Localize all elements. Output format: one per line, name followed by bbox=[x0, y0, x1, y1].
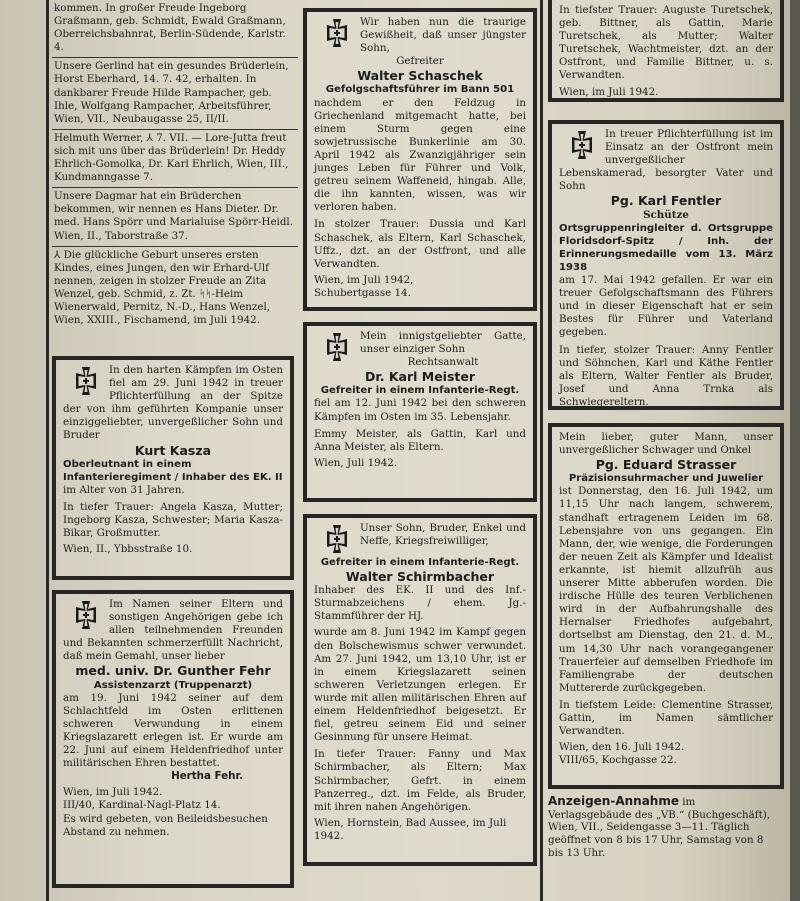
birth-notice: ⅄ Die glückliche Geburt unseres ersten Kindes, eines Jungen, den wir Erhard-Ulf nennen, zeigen in stolzer Freude an Zita Wenzel, geb. Schmid, z. Zt. ᛋᛋ-Heim Wienerwald, Pernitz, N.-D., Hans Wenzel, Wien, XXIII., Fischamend, im Juli 1942. bbox=[54, 248, 271, 327]
deceased-name: Kurt Kasza bbox=[134, 442, 212, 458]
deceased-name: Pg. Karl Fentler bbox=[610, 193, 722, 209]
obituary-intro: In treuer Pflichterfüllung ist im Einsatz an der Ostfront mein unvergeßlicher Lebenskamerad, besorgter Vater und Sohn bbox=[559, 128, 773, 193]
obituary-body: nachdem er den Feldzug in Griechenland mitgemacht hatte, bei einem Sturm gegen eine sowjetrussische Bunkerlinie am 30. April 1942 als Zwanzigjähriger sein junges Leben für Führer und Volk, getreu seinem Waffeneid, hingab. Alle, die ihn kannten, wissen, was wir verloren haben. bbox=[314, 96, 526, 214]
obituary-place: Wien, den 16. Juli 1942. bbox=[559, 741, 685, 754]
obituary-fentler bbox=[548, 120, 784, 410]
obituary-body: fiel am 12. Juni 1942 bei den schweren Kämpfen im Osten im 35. Lebensjahr. bbox=[314, 397, 526, 423]
birth-notice: Unsere Dagmar hat ein Brüderchen bekommen, wir nennen es Hans Dieter. Dr. med. Hans Spörr und Marialuise Spörr-Heidl. Wien, II., Taborstraße 37. bbox=[52, 188, 298, 246]
deceased-rank: Schütze bbox=[643, 208, 689, 221]
obituary-intro: Wir haben nun die traurige Gewißheit, daß unser jüngster Sohn, bbox=[360, 16, 526, 55]
obituary-kasza bbox=[52, 356, 294, 580]
mourners: Emmy Meister, als Gattin, Karl und Anna Meister, als Eltern. bbox=[314, 427, 526, 453]
obituary-schirmbacher bbox=[303, 514, 537, 866]
iron-cross-icon bbox=[322, 332, 352, 362]
deceased-name: Walter Schaschek bbox=[357, 68, 483, 84]
iron-cross-icon bbox=[322, 18, 352, 48]
birth-notice: Unsere Gerlind hat ein gesundes Brüderlein, Horst Eberhard, 14. 7. 42, erhalten. In dankbarer Freude Hilde Rampacher, geb. Ihle, Wolfgang Rampacher, Arbeitsführer, Wien, VII., Neubaugasse 25, II/II. bbox=[52, 58, 298, 129]
mourners: In tiefstem Leide: Clementine Strasser, Gattin, im Namen sämtlicher Verwandten. bbox=[559, 698, 773, 738]
iron-cross-icon bbox=[71, 600, 101, 630]
obituary-meister bbox=[303, 322, 537, 502]
obituary-fehr bbox=[52, 590, 294, 888]
obituary-address: III/40, Kardinal-Nagl-Platz 14. bbox=[63, 799, 221, 812]
obituary-place: Wien, Juli 1942. bbox=[314, 456, 398, 469]
obituary-address: Schubertgasse 14. bbox=[314, 286, 411, 299]
mourners: In stolzer Trauer: Dussia und Karl Schaschek, als Eltern, Karl Schaschek, Uffz., dzt. an der Ostfront, und alle Verwandten. bbox=[314, 218, 526, 270]
column-rule-middle bbox=[540, 0, 543, 901]
mourners: In tiefer, stolzer Trauer: Anny Fentler und Söhnchen, Karl und Käthe Fentler als Eltern, Walter Fentler als Bruder, Josef und Anna Trnka als Schwiegereltern. bbox=[559, 343, 773, 408]
deceased-title: Ortsgruppenringleiter d. Ortsgruppe Floridsdorf-Spitz / Inh. der Erinnerungsmedaille vom 13. März 1938 bbox=[559, 222, 773, 273]
obituary-body: Inhaber des EK. II und des Inf.-Sturmabzeichens / ehem. Jg.-Stammführer der HJ. bbox=[314, 584, 526, 623]
signature: Hertha Fehr. bbox=[171, 770, 243, 783]
obituary-place: Wien, II., Ybbsstraße 10. bbox=[63, 543, 193, 556]
birth-notice: Helmuth Werner, ⅄ 7. VII. — Lore-Jutta freut sich mit uns über das Brüderlein! Dr. Heddy Ehrlich-Gomolka, Dr. Karl Ehrlich, Wien, III., Kundmanngasse 7. bbox=[52, 130, 298, 188]
iron-cross-icon bbox=[322, 524, 352, 554]
obituary-intro: Im Namen seiner Eltern und sonstigen Angehörigen gebe ich allen teilnehmenden Freunden und Bekannten schmerzerfüllt Nachricht, daß mein Gemahl, unser lieber bbox=[63, 598, 283, 663]
iron-cross-icon bbox=[567, 130, 597, 160]
birth-announcements bbox=[52, 0, 298, 330]
obituary-body: am 17. Mai 1942 gefallen. Er war ein treuer Gefolgschaftsmann des Führers und in dieser Eigenschaft hat er sein Bestes für Führer und Vaterland gegeben. bbox=[559, 274, 773, 339]
birth-notice: kommen. In großer Freude Ingeborg Graßmann, geb. Schmidt, Ewald Graßmann, Oberreichsbahnrat, Berlin-Südende, Karlstr. 4. bbox=[52, 0, 298, 58]
obituary-body: wurde am 8. Juni 1942 im Kampf gegen den Bolschewismus schwer verwundet. Am 27. Juni 1942, um 13,10 Uhr, ist er in einem Kriegslazarett seinen schweren Verletzungen erlegen. Er wurde mit allen militärischen Ehren auf einem Heldenfriedhof beigesetzt. Er fiel, getreu seinem Eid und seiner Gesinnung für unsere Heimat. bbox=[314, 626, 526, 744]
obituary-intro: Mein lieber, guter Mann, unser unvergeßlicher Schwager und Onkel bbox=[559, 431, 773, 457]
obituary-schaschek bbox=[303, 8, 537, 311]
obituary-turetschek bbox=[548, 0, 784, 102]
obituary-note: Es wird gebeten, von Beileidsbesuchen Abstand zu nehmen. bbox=[63, 812, 268, 838]
notice-text: im Verlagsgebäude des „VB.“ (Buchgeschäft), Wien, VII., Seidengasse 3—11. Täglich geöffnet von 8 bis 17 Uhr, Samstag von 8 bis 13 Uhr. bbox=[548, 796, 771, 859]
obituary-place: Wien, im Juli 1942, bbox=[314, 273, 414, 286]
deceased-name: Pg. Eduard Strasser bbox=[595, 457, 737, 473]
obituary-place: Wien, im Juli 1942. bbox=[559, 85, 659, 98]
obituary-place: Wien, Hornstein, Bad Aussee, im Juli 1942. bbox=[314, 816, 507, 842]
deceased-title: Gefreiter in einem Infanterie-Regt. bbox=[320, 557, 520, 568]
obituary-address: VIII/65, Kochgasse 22. bbox=[559, 754, 677, 767]
deceased-name: Dr. Karl Meister bbox=[364, 369, 476, 385]
obituary-strasser bbox=[548, 423, 784, 789]
obituary-intro: Mein innigstgeliebter Gatte, unser einziger Sohn bbox=[360, 330, 526, 356]
deceased-title: Oberleutnant in einem Infanterieregiment / Inhaber des EK. II bbox=[63, 458, 283, 483]
notice-heading: Anzeigen-Annahme bbox=[548, 794, 679, 808]
deceased-title: Gefolgschaftsführer im Bann 501 bbox=[325, 84, 515, 96]
obituary-body: am 19. Juni 1942 seiner auf dem Schlachtfeld im Osten erlittenen schweren Verwundung in einem Kriegslazarett erlegen ist. Er wurde am 22. Juni auf einem Heldenfriedhof unter militärischen Ehren bestattet. bbox=[63, 691, 283, 770]
deceased-rank: Gefreiter bbox=[396, 55, 444, 68]
obituary-body: im Alter von 31 Jahren. bbox=[63, 483, 185, 496]
obituary-intro: Unser Sohn, Bruder, Enkel und Neffe, Kriegsfreiwilliger, bbox=[360, 522, 526, 548]
page-edge bbox=[790, 0, 800, 901]
obituary-intro: In den harten Kämpfen im Osten fiel am 29. Juni 1942 in treuer Pflichterfüllung an der Spitze der von ihm geführten Kompanie unser einziggeliebter, unvergeßlicher Sohn und Bruder bbox=[63, 364, 283, 442]
deceased-title: Präzisionsuhrmacher und Juwelier bbox=[568, 473, 764, 485]
column-rule-left bbox=[46, 0, 49, 901]
deceased-title: Gefreiter in einem Infanterie-Regt. bbox=[320, 385, 520, 397]
deceased-title: Assistenzarzt (Truppenarzt) bbox=[93, 679, 253, 691]
mourners: In tiefer Trauer: Fanny und Max Schirmbacher, als Eltern; Max Schirmbacher, Gefrt. in einem Panzerreg., dzt. im Felde, als Bruder, mit ihren nahen Angehörigen. bbox=[314, 748, 526, 813]
mourners: In tiefer Trauer: Angela Kasza, Mutter; Ingeborg Kasza, Schwester; Maria Kasza-Bikar, Großmutter. bbox=[63, 500, 283, 540]
obituary-body: ist Donnerstag, den 16. Juli 1942, um 11,15 Uhr nach langem, schwerem, standhaft ertragenem Leiden im 68. Lebensjahre von uns gegangen. Ein Mann, der, wie wenige, die Forderungen der neuen Zeit als Kämpfer und Idealist erkannte, ist hiemit allzufrüh aus unserer Mitte abberufen worden. Die irdische Hülle des teuren Verblichenen wird in der Aufbahrungshalle des Hernalser Friedhofes aufgebahrt, dortselbst am Dienstag, den 21. d. M., um 14,30 Uhr nach vorangegangener Trauerfeier auf demselben Friedhofe im Familiengrabe der deutschen Muttererde zurückgegeben. bbox=[559, 485, 773, 694]
deceased-rank: Rechtsanwalt bbox=[407, 356, 479, 369]
ad-acceptance-notice bbox=[548, 795, 780, 860]
deceased-name: Walter Schirmbacher bbox=[345, 569, 495, 585]
deceased-name: med. univ. Dr. Gunther Fehr bbox=[75, 663, 271, 679]
obituary-place: Wien, im Juli 1942. bbox=[63, 786, 163, 799]
iron-cross-icon bbox=[71, 366, 101, 396]
mourners: In tiefster Trauer: Auguste Turetschek, geb. Bittner, als Gattin, Marie Turetschek, als Mutter; Walter Turetschek, Wachtmeister, dzt. an der Ostfront, und Familie Bittner, u. s. Verwandten. bbox=[559, 4, 773, 82]
